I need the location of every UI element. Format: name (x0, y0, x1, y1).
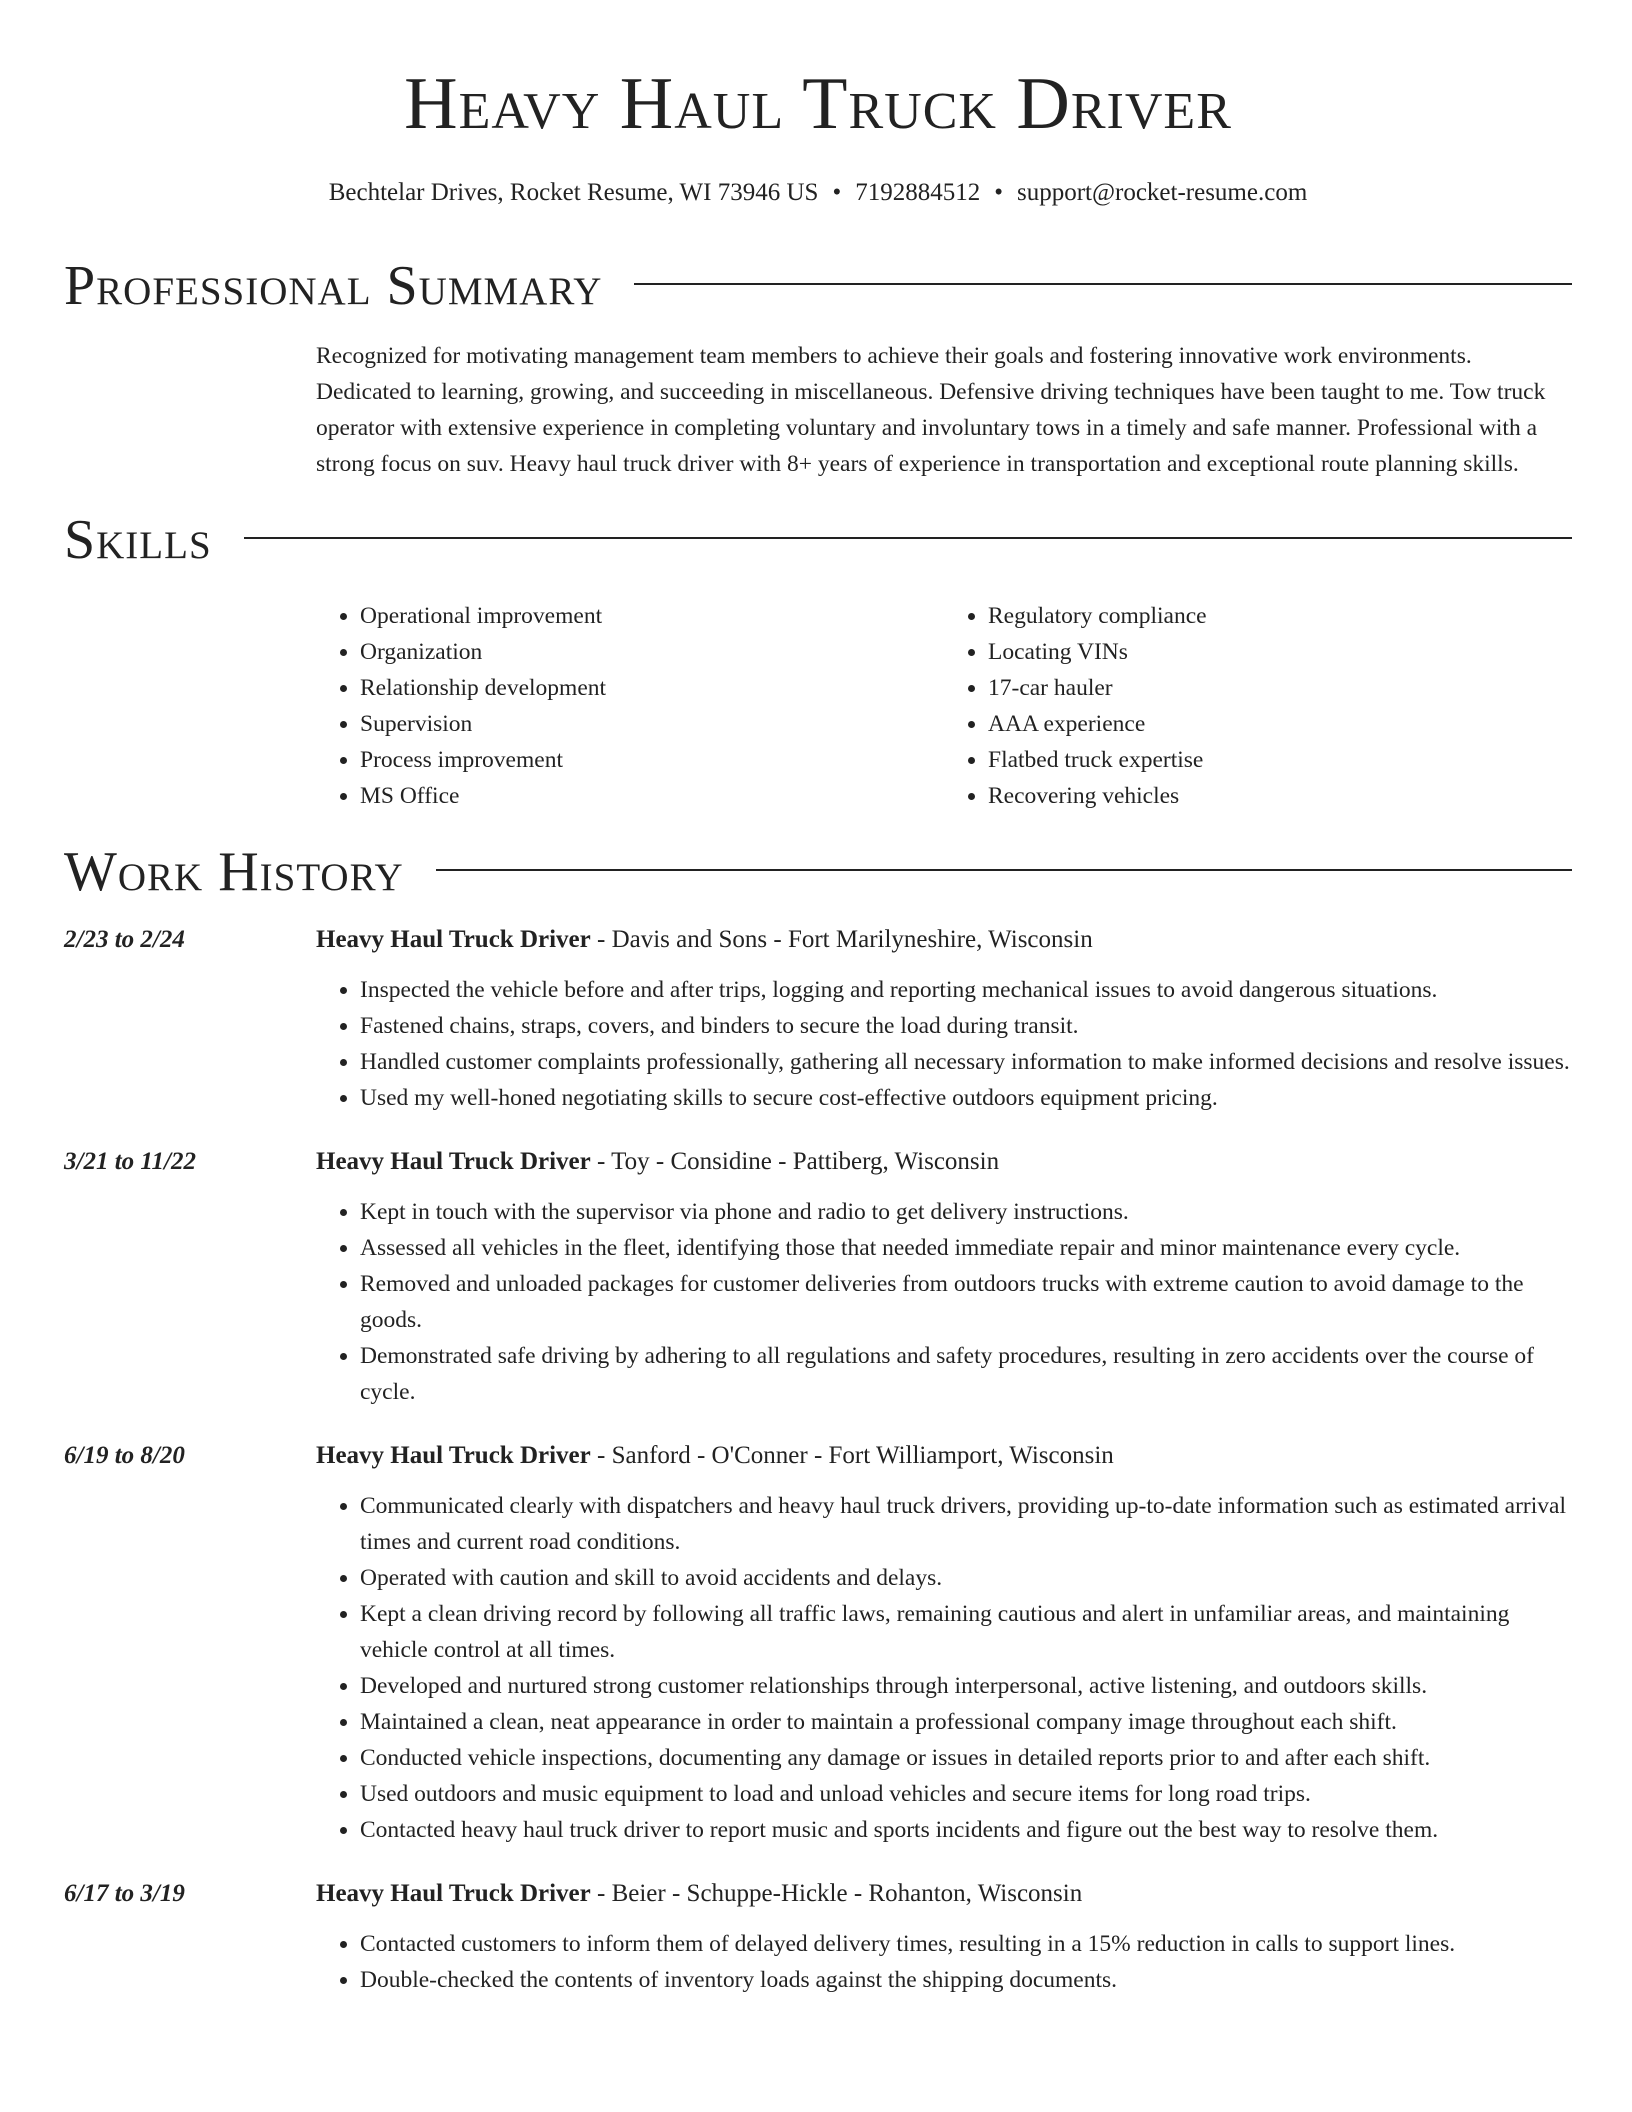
skill-item: • Flatbed truck expertise (988, 742, 1572, 778)
job-bullets (316, 1194, 1572, 1410)
skill-item: • Process improvement (360, 742, 944, 778)
job-bullet: • Demonstrated safe driving by adhering to all regulations and safety procedures, resulting in zero accidents over the course of cycle. (360, 1338, 1572, 1410)
job-entry (64, 1144, 1572, 1410)
job-header (64, 922, 1572, 958)
job-bullet: • Operated with caution and skill to avoid accidents and delays. (360, 1560, 1572, 1596)
skill-item: • Recovering vehicles (988, 778, 1572, 814)
job-bullet: • Developed and nurtured strong customer relationships through interpersonal, active listening, and outdoors skills. (360, 1668, 1572, 1704)
summary-section-title: Professional Summary (64, 255, 603, 317)
job-employer: - Beier - Schuppe-Hickle - Rohanton, Wisconsin (590, 1880, 1083, 1907)
job-dates: 6/17 to 3/19 (64, 1880, 185, 1907)
job-bullet: • Maintained a clean, neat appearance in order to maintain a professional company image throughout each shift. (360, 1704, 1572, 1740)
job-heading (316, 922, 1093, 958)
skills-list (316, 598, 1572, 814)
job-bullet: • Kept a clean driving record by following all traffic laws, remaining cautious and alert in unfamiliar areas, and maintaining vehicle control at all times. (360, 1596, 1572, 1668)
summary-text: Recognized for motivating management team members to achieve their goals and fostering innovative work environments. Dedicated to learning, growing, and succeeding in miscellaneous. Defensive driving techniques have been taught to me. Tow truck operator with extensive experience in completing voluntary and involuntary tows in a timely and safe manner. Professional with a strong focus on suv. Heavy haul truck driver with 8+ years of experience in transportation and exceptional route planning skills. (316, 343, 1546, 477)
job-bullet: • Assessed all vehicles in the fleet, identifying those that needed immediate repair and minor maintenance every cycle. (360, 1230, 1572, 1266)
job-title: Heavy Haul Truck Driver (316, 926, 591, 953)
section-divider (244, 537, 1572, 539)
skill-item: • 17-car hauler (988, 670, 1572, 706)
job-entry (64, 1438, 1572, 1848)
job-entry (64, 922, 1572, 1116)
contact-line (64, 176, 1572, 210)
job-title: Heavy Haul Truck Driver (316, 1442, 591, 1469)
job-bullet: • Fastened chains, straps, covers, and binders to secure the load during transit. (360, 1008, 1572, 1044)
job-title: Heavy Haul Truck Driver (316, 1148, 591, 1175)
job-bullets (316, 1926, 1572, 1998)
skill-item: • Operational improvement (360, 598, 944, 634)
contact-phone: 7192884512 (855, 179, 981, 206)
skills-section-title: Skills (64, 509, 212, 571)
job-employer: - Davis and Sons - Fort Marilyneshire, Wisconsin (590, 926, 1093, 953)
skill-item: • MS Office (360, 778, 944, 814)
job-bullet: • Double-checked the contents of inventory loads against the shipping documents. (360, 1962, 1572, 1998)
skill-item: • Locating VINs (988, 634, 1572, 670)
job-dates: 3/21 to 11/22 (64, 1148, 196, 1175)
job-bullet: • Contacted heavy haul truck driver to report music and sports incidents and figure out the best way to resolve them. (360, 1812, 1572, 1848)
job-bullet: • Conducted vehicle inspections, documenting any damage or issues in detailed reports prior to and after each shift. (360, 1740, 1572, 1776)
skill-item: • AAA experience (988, 706, 1572, 742)
skill-item: • Supervision (360, 706, 944, 742)
resume-name: Heavy Haul Truck Driver (404, 63, 1232, 145)
job-bullet: • Inspected the vehicle before and after trips, logging and reporting mechanical issues to avoid dangerous situations. (360, 972, 1572, 1008)
section-divider (436, 869, 1572, 871)
contact-separator: • (832, 179, 842, 206)
job-employer: - Toy - Considine - Pattiberg, Wisconsin (590, 1148, 1000, 1175)
job-heading (316, 1438, 1114, 1474)
job-bullet: • Communicated clearly with dispatchers and heavy haul truck drivers, providing up-to-date information such as estimated arrival times and current road conditions. (360, 1488, 1572, 1560)
contact-separator: • (994, 179, 1003, 206)
skill-item: • Organization (360, 634, 944, 670)
resume-page (64, 0, 1572, 1998)
job-dates: 6/19 to 8/20 (64, 1442, 185, 1469)
contact-email: support@rocket-resume.com (1016, 179, 1308, 206)
skills-column-right (944, 598, 1572, 814)
job-bullet: • Removed and unloaded packages for customer deliveries from outdoors trucks with extreme caution to avoid damage to the goods. (360, 1266, 1572, 1338)
job-bullet: • Handled customer complaints professionally, gathering all necessary information to make informed decisions and resolve issues. (360, 1044, 1572, 1080)
skill-item: • Relationship development (360, 670, 944, 706)
job-bullet: • Kept in touch with the supervisor via phone and radio to get delivery instructions. (360, 1194, 1572, 1230)
summary-section-header (64, 254, 1572, 318)
skills-column-left (316, 598, 944, 814)
job-dates: 2/23 to 2/24 (64, 926, 185, 953)
section-divider (634, 283, 1572, 285)
job-bullets (316, 1488, 1572, 1848)
job-header (64, 1144, 1572, 1180)
job-bullet: • Used outdoors and music equipment to load and unload vehicles and secure items for long road trips. (360, 1776, 1572, 1812)
job-bullet: • Used my well-honed negotiating skills to secure cost-effective outdoors equipment pricing. (360, 1080, 1572, 1116)
job-title: Heavy Haul Truck Driver (316, 1880, 591, 1907)
job-bullets (316, 972, 1572, 1116)
work-section-header (64, 840, 1572, 904)
job-entry (64, 1876, 1572, 1998)
job-heading (316, 1876, 1082, 1912)
job-employer: - Sanford - O'Conner - Fort Williamport, Wisconsin (590, 1442, 1114, 1469)
work-section-title: Work History (64, 841, 404, 903)
skill-item: • Regulatory compliance (988, 598, 1572, 634)
job-header (64, 1438, 1572, 1474)
job-heading (316, 1144, 999, 1180)
contact-address: Bechtelar Drives, Rocket Resume, WI 73946 US (328, 179, 819, 206)
skills-section-header (64, 508, 1572, 572)
job-bullet: • Contacted customers to inform them of delayed delivery times, resulting in a 15% reduction in calls to support lines. (360, 1926, 1572, 1962)
job-header (64, 1876, 1572, 1912)
